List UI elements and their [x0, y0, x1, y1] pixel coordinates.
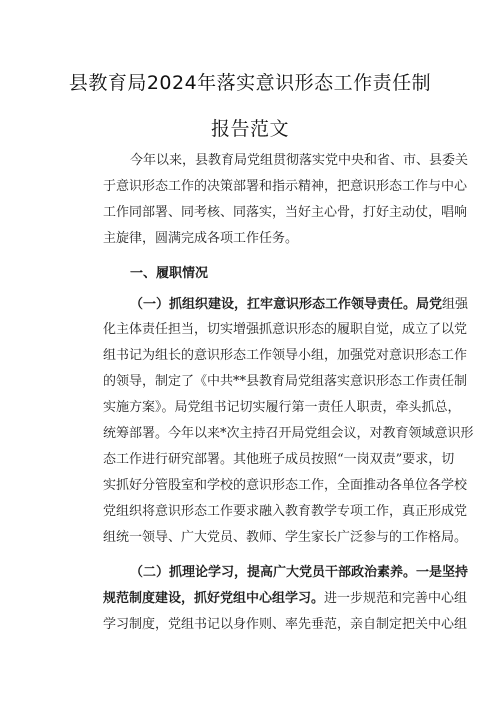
- subsection-1-first-line: [130, 296, 469, 314]
- subsection-2-text: 进一步规范和完善中心组: [324, 591, 468, 606]
- body-line: 的领导，制定了《中共**县教育局党组落实意识形态工作责任制: [103, 374, 468, 389]
- subsection-2-point-heading: 规范制度建设，抓好党组中心组学习。: [103, 591, 325, 606]
- intro-line: 今年以来，县教育局党组贯彻落实党中央和省、市、县委关: [130, 153, 469, 168]
- body-line: 组统一领导、广大党员、教师、学生家长广泛参与的工作格局。: [103, 530, 468, 545]
- body-line: 党组织将意识形态工作要求融入教育教学专项工作，真正形成党: [103, 504, 468, 519]
- subsection-1-heading: （一）抓组织建设，扛牢意识形态工作领导责任。局党: [130, 297, 443, 312]
- section-heading: 一、履职情况: [130, 266, 209, 281]
- subsection-2-heading-text: （二）抓理论学习，提高广大党员干部政治素养。一是坚持: [130, 565, 469, 580]
- body-line: 化主体责任担当，切实增强抓意识形态的履职自觉，成立了以党: [103, 322, 468, 337]
- subsection-2-second-line: [103, 590, 468, 608]
- document-subtitle: 报告范文: [210, 118, 289, 140]
- subsection-1-text: 组强: [442, 297, 469, 312]
- body-line: 统筹部署。今年以来*次主持召开局党组会议，对教育领域意识形: [103, 426, 474, 441]
- intro-line: 工作同部署、同考核、同落实，当好主心骨，打好主动仗，唱响: [103, 205, 468, 220]
- body-line: 态工作进行研究部署。其他班子成员按照“一岗双责”要求，切: [103, 452, 455, 467]
- body-line: 学习制度，党组书记以身作则、率先垂范，亲自制定把关中心组: [103, 617, 468, 632]
- document-title: 县教育局2024年落实意识形态工作责任制: [68, 72, 432, 94]
- body-line: 实施方案》。局党组书记切实履行第一责任人职责，牵头抓总，: [103, 400, 461, 415]
- intro-line: 于意识形态工作的决策部署和指示精神，把意识形态工作与中心: [103, 179, 468, 194]
- body-line: 实抓好分管股室和学校的意识形态工作，全面推动各单位各学校: [103, 478, 468, 493]
- body-line: 组书记为组长的意识形态工作领导小组，加强党对意识形态工作: [103, 348, 468, 363]
- subsection-2-heading: [130, 564, 469, 582]
- intro-line: 主旋律，圆满完成各项工作任务。: [103, 231, 299, 246]
